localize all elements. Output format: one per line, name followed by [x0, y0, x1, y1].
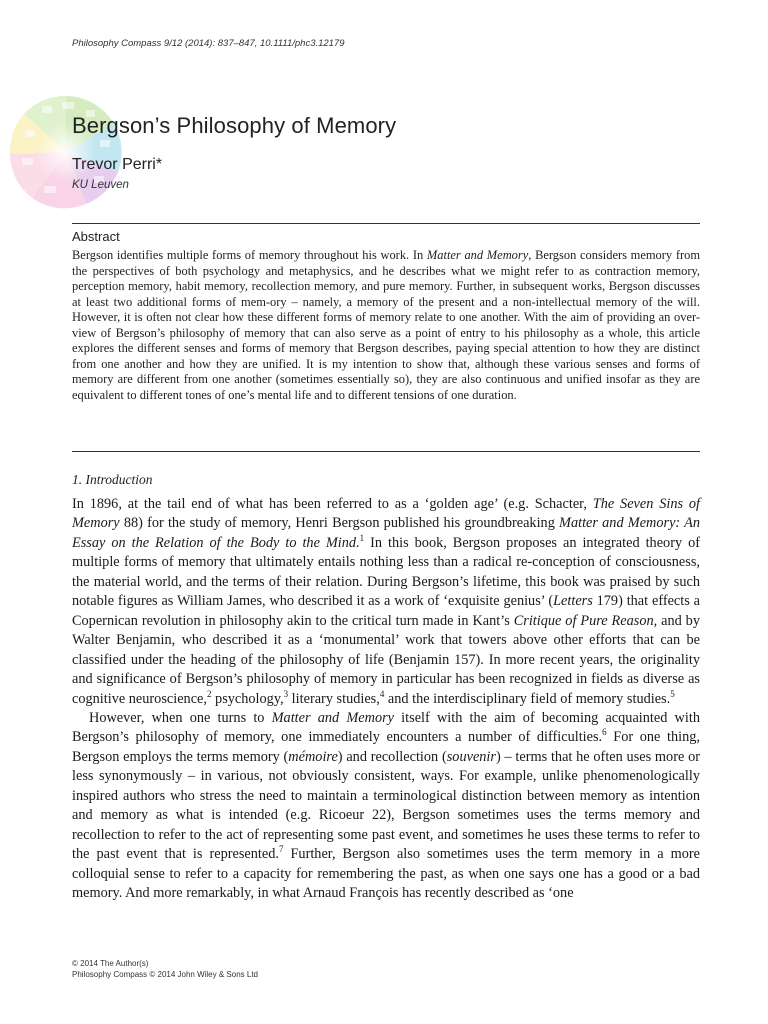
footnote-marker: 4 [379, 688, 385, 699]
author-name: Trevor Perri* [72, 156, 163, 173]
section-heading: 1. Introduction [72, 472, 153, 487]
italic-text: Letters [553, 593, 593, 610]
abstract-bottom-rule [72, 451, 700, 452]
text-run: literary studies, [288, 690, 380, 707]
body-text [72, 495, 700, 904]
copyright-footer [72, 958, 258, 980]
running-head: Philosophy Compass 9/12 (2014): 837–847, 10.1111/phc3.12179 [72, 38, 345, 49]
text-run: , Bergson considers memory from the perspectives of both psychology and metaphysics, and he describes what we might refer to as contraction memory, perception memory, habit memory, recollection memory, and pure memory. Further, in subsequent works, Bergson discusses at least two additional forms of mem-ory – namely, a memory of the present and a non-intellectual memory of the will. However, it is often not clear how these different forms of memory relate to one another. With the aim of providing an over-view of Bergson’s philosophy of memory that can also serve as a point of entry to his philosophy as a whole, this article explores the different senses and forms of memory that Bergson describes, paying special attention to how they are distinct from one another and how they are unified. It is my intention to show that, although these various senses and forms of memory are different from one another (sometimes essentially so), they are also continuous and unified insofar as they are equivalent to different tones of one’s mental life and to different tensions of one duration. [72, 248, 700, 402]
italic-text: mémoire [288, 748, 338, 765]
italic-text: souvenir [446, 748, 496, 765]
publisher-line: Philosophy Compass © 2014 John Wiley & Sons Ltd [72, 970, 258, 979]
text-run: For one thing, Bergson employs the terms memory ( [72, 729, 700, 765]
text-run: ) and recollection ( [337, 748, 447, 765]
copyright-line: © 2014 The Author(s) [72, 959, 149, 968]
italic-text: Critique of Pure Reason [513, 612, 654, 629]
text-run: , and by Walter Benjamin, who described it as a ‘monumental’ work that towers above other efforts that can be classified under the heading of the philosophy of life (Benjamin 157). In more recent years, the originality and significance of Bergson’s philosophy of memory in particular has been recognized in fields as diverse as cognitive neuroscience, [72, 612, 700, 707]
italic-text: Matter and Memory [426, 248, 529, 262]
author-affiliation: KU Leuven [72, 179, 129, 191]
abstract-top-rule [72, 223, 700, 224]
text-run: 179) that effects a Copernican revolution in philosophy akin to the critical turn made in Kant’s [72, 593, 700, 629]
text-run: Further, Bergson also sometimes uses the term memory in a more colloquial sense to refer to a capacity for remembering the past, as when one says one has a good or a bad memory. And more remarkably, in what Arnaud François has recently described as ‘one [72, 846, 700, 902]
text-run: itself with the aim of becoming acquainted with Bergson’s philosophy of memory, one immediately encounters a number of difficulties. [72, 709, 700, 746]
body-paragraph [72, 495, 700, 709]
footnote-marker: 3 [283, 688, 289, 699]
italic-text: Matter and Memory [271, 709, 394, 726]
article-title: Bergson’s Philosophy of Memory [72, 113, 397, 138]
italic-text: Matter and Memory: An Essay on the Relation of the Body to the Mind. [72, 515, 700, 551]
text-run: ) – terms that he often uses more or less synonymously – in various, not obviously consistent, ways. For example, unlike phenomenologically inspired authors who stress the need to maintain a terminological distinction between memory as intention and memory as what is intended (e.g. Ricoeur 22), Bergson sometimes uses the terms memory and recollection to refer to the act of representing some past event, and sometimes he uses these terms to refer to the past event that is represented. [72, 748, 700, 863]
footnote-marker: 6 [602, 727, 607, 738]
text-run: psychology, [211, 690, 284, 707]
text-run: In this book, Bergson proposes an integrated theory of multiple forms of memory that ultimately entails nothing less than a radical re-conception of consciousness, the material world, and the terms of their relation. During Bergson’s lifetime, this book was praised by such notable figures as William James, who described it as a work of ‘exquisite genius’ ( [72, 534, 700, 610]
philosophy-compass-logo [2, 88, 130, 216]
footnote-marker: 1 [359, 533, 365, 544]
footnote-marker: 2 [206, 688, 212, 699]
text-run: In 1896, at the tail end of what has been referred to as a ‘golden age’ (e.g. Schacter, [72, 496, 593, 512]
footnote-marker: 5 [670, 688, 675, 699]
text-run: Bergson identifies multiple forms of memory throughout his work. In [72, 248, 427, 262]
abstract-heading: Abstract [72, 229, 120, 244]
text-run: 88) for the study of memory, Henri Bergson published his groundbreaking [119, 515, 560, 532]
text-run: However, when one turns to [89, 709, 272, 726]
abstract-text [72, 248, 700, 403]
footnote-marker: 7 [278, 844, 284, 855]
body-paragraph [72, 709, 700, 904]
text-run: and the interdisciplinary field of memory studies. [384, 690, 671, 707]
italic-text: The Seven Sins of Memory [72, 496, 700, 532]
